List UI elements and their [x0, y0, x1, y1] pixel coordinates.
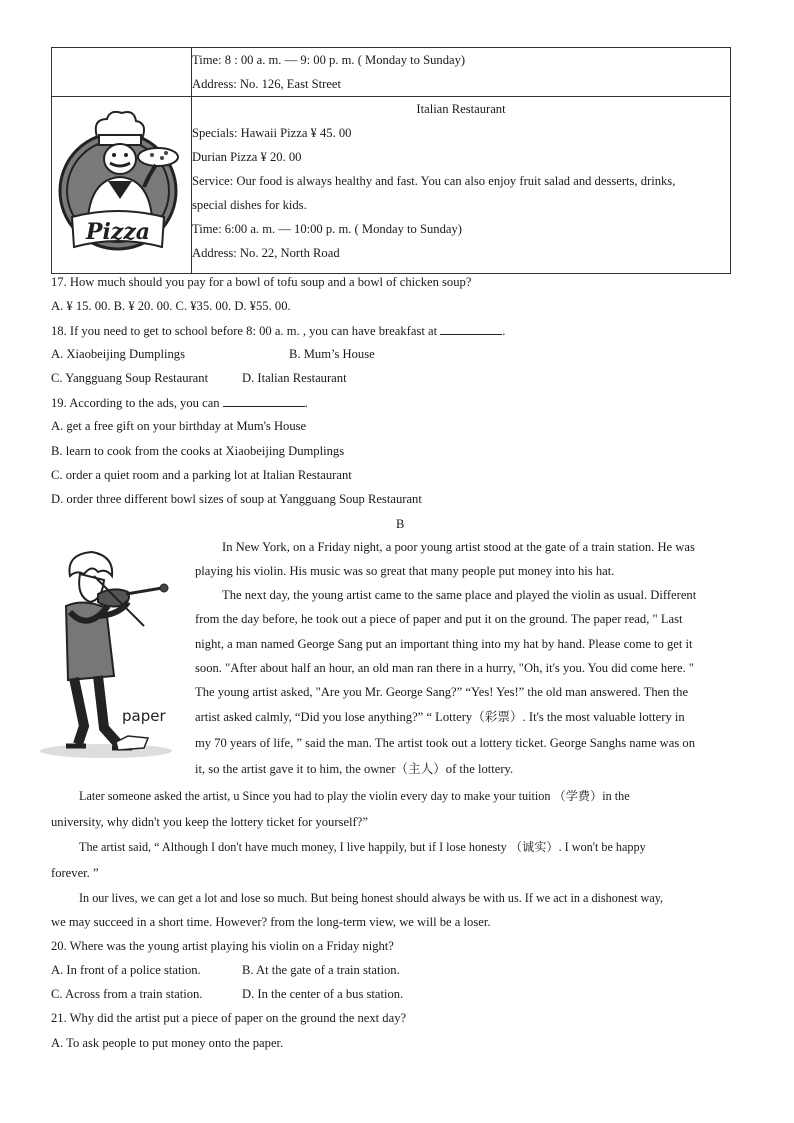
ad-title: Italian Restaurant	[416, 102, 506, 116]
q19-stem	[51, 394, 308, 411]
q20-option-d: D. In the center of a bus station.	[242, 987, 404, 1001]
q18-answer-blank[interactable]	[440, 322, 502, 335]
ad-time: Time: 6:00 a. m. — 10:00 p. m. ( Monday to Sunday)	[192, 222, 462, 236]
passage-line-16: we may succeed in a short time. However? from the long-term view, we will be a loser.	[51, 915, 491, 929]
ads-table	[51, 47, 731, 274]
q18-stem-end: .	[502, 324, 506, 338]
q18-stem-text: 18. If you need to get to school before 8: 00 a. m. , you can have breakfast at	[51, 324, 438, 338]
passage-line-8: artist asked calmly, “Did you lose anything?” “ Lottery（彩票）. It's the most valuable lottery in	[195, 710, 685, 724]
passage-line-3: The next day, the young artist came to the same place and played the violin as usual. Different	[222, 588, 697, 602]
table-row-italian	[52, 97, 731, 274]
q19-stem-text: 19. According to the ads, you can	[51, 396, 220, 410]
q21-stem: 21. Why did the artist put a piece of paper on the ground the next day?	[51, 1011, 407, 1025]
q20-stem: 20. Where was the young artist playing his violin on a Friday night?	[51, 939, 394, 953]
q21-option-a: A. To ask people to put money onto the paper.	[51, 1036, 284, 1050]
pizza-logo-cell	[52, 97, 192, 274]
ad-service-1: Service: Our food is always healthy and fast. You can also enjoy fruit salad and desserts, drinks,	[192, 174, 676, 188]
q19-option-b: B. learn to cook from the cooks at Xiaobeijing Dumplings	[51, 444, 345, 458]
q20-option-c: C. Across from a train station.	[51, 987, 203, 1001]
ad-durian: Durian Pizza ¥ 20. 00	[192, 150, 302, 164]
passage-line-15: In our lives, we can get a lot and lose so much. But being honest should always be with us. If we act in a dishonest way,	[79, 891, 664, 905]
q17-options: A. ¥ 15. 00. B. ¥ 20. 00. C. ¥35. 00. D. ¥55. 00.	[51, 299, 291, 313]
ad-text-cell	[192, 48, 731, 97]
passage-line-6: soon. "After about half an hour, an old man ran there in a hurry, "Oh, it's you. You did come here. "	[195, 661, 695, 675]
passage-line-12: university, why didn't you keep the lottery ticket for yourself?”	[51, 815, 368, 829]
passage-line-10: it, so the artist gave it to him, the owner（主人）of the lottery.	[195, 762, 514, 776]
passage-line-4: from the day before, he took out a piece of paper and put it on the ground. The paper read, " Last	[195, 612, 683, 626]
ad-specials: Specials: Hawaii Pizza ¥ 45. 00	[192, 126, 352, 140]
q19-answer-blank[interactable]	[223, 394, 305, 407]
table-row-east-street	[52, 48, 731, 97]
q17-stem: 17. How much should you pay for a bowl of tofu soup and a bowl of chicken soup?	[51, 275, 472, 289]
section-b-label: B	[396, 517, 405, 531]
q19-option-c: C. order a quiet room and a parking lot at Italian Restaurant	[51, 468, 352, 482]
q19-stem-end: .	[304, 396, 308, 410]
passage-line-7: The young artist asked, "Are you Mr. George Sang?” “Yes! Yes!” the old man answered. Then the	[195, 685, 689, 699]
q18-option-a: A. Xiaobeijing Dumplings	[51, 347, 185, 361]
pizza-chef-logo-icon	[52, 97, 191, 269]
q19-option-a: A. get a free gift on your birthday at Mum's House	[51, 419, 307, 433]
q19-option-d: D. order three different bowl sizes of soup at Yangguang Soup Restaurant	[51, 492, 422, 506]
passage-line-1: In New York, on a Friday night, a poor young artist stood at the gate of a train station. He was	[222, 540, 695, 554]
q18-option-b: B. Mum’s House	[289, 347, 375, 361]
q18-stem	[51, 322, 505, 339]
passage-line-2: playing his violin. His music was so great that many people put money into his hat.	[195, 564, 615, 578]
ad-address: Address: No. 22, North Road	[192, 246, 340, 260]
paper-label: paper	[122, 707, 166, 725]
ad-address: Address: No. 126, East Street	[192, 77, 342, 91]
q18-option-d: D. Italian Restaurant	[242, 371, 347, 385]
q20-option-a: A. In front of a police station.	[51, 963, 201, 977]
q18-option-c: C. Yangguang Soup Restaurant	[51, 371, 209, 385]
passage-line-13: The artist said, “ Although I don't have much money, I live happily, but if I lose honesty （诚实）. I won't be happy	[79, 840, 646, 854]
passage-line-5: night, a man named George Sang put an important thing into my hat by hand. Please come to get it	[195, 637, 693, 651]
violinist-icon	[36, 546, 186, 764]
passage-line-11: Later someone asked the artist, u Since you had to play the violin every day to make your tuition （学费）in the	[79, 789, 630, 803]
passage-line-14: forever. ”	[51, 866, 99, 880]
ad-time: Time: 8 : 00 a. m. — 9: 00 p. m. ( Monday to Sunday)	[192, 53, 466, 67]
empty-image-cell	[52, 48, 192, 97]
q20-option-b: B. At the gate of a train station.	[242, 963, 400, 977]
violinist-illustration	[36, 546, 186, 768]
passage-line-9: my 70 years of life, ” said the man. The artist took out a lottery ticket. George Sanghs name was on	[195, 736, 696, 750]
ad-service-2: special dishes for kids.	[192, 198, 307, 212]
ad-text-cell-italian	[192, 97, 731, 274]
pizza-logo-text: Pizza	[85, 219, 151, 245]
